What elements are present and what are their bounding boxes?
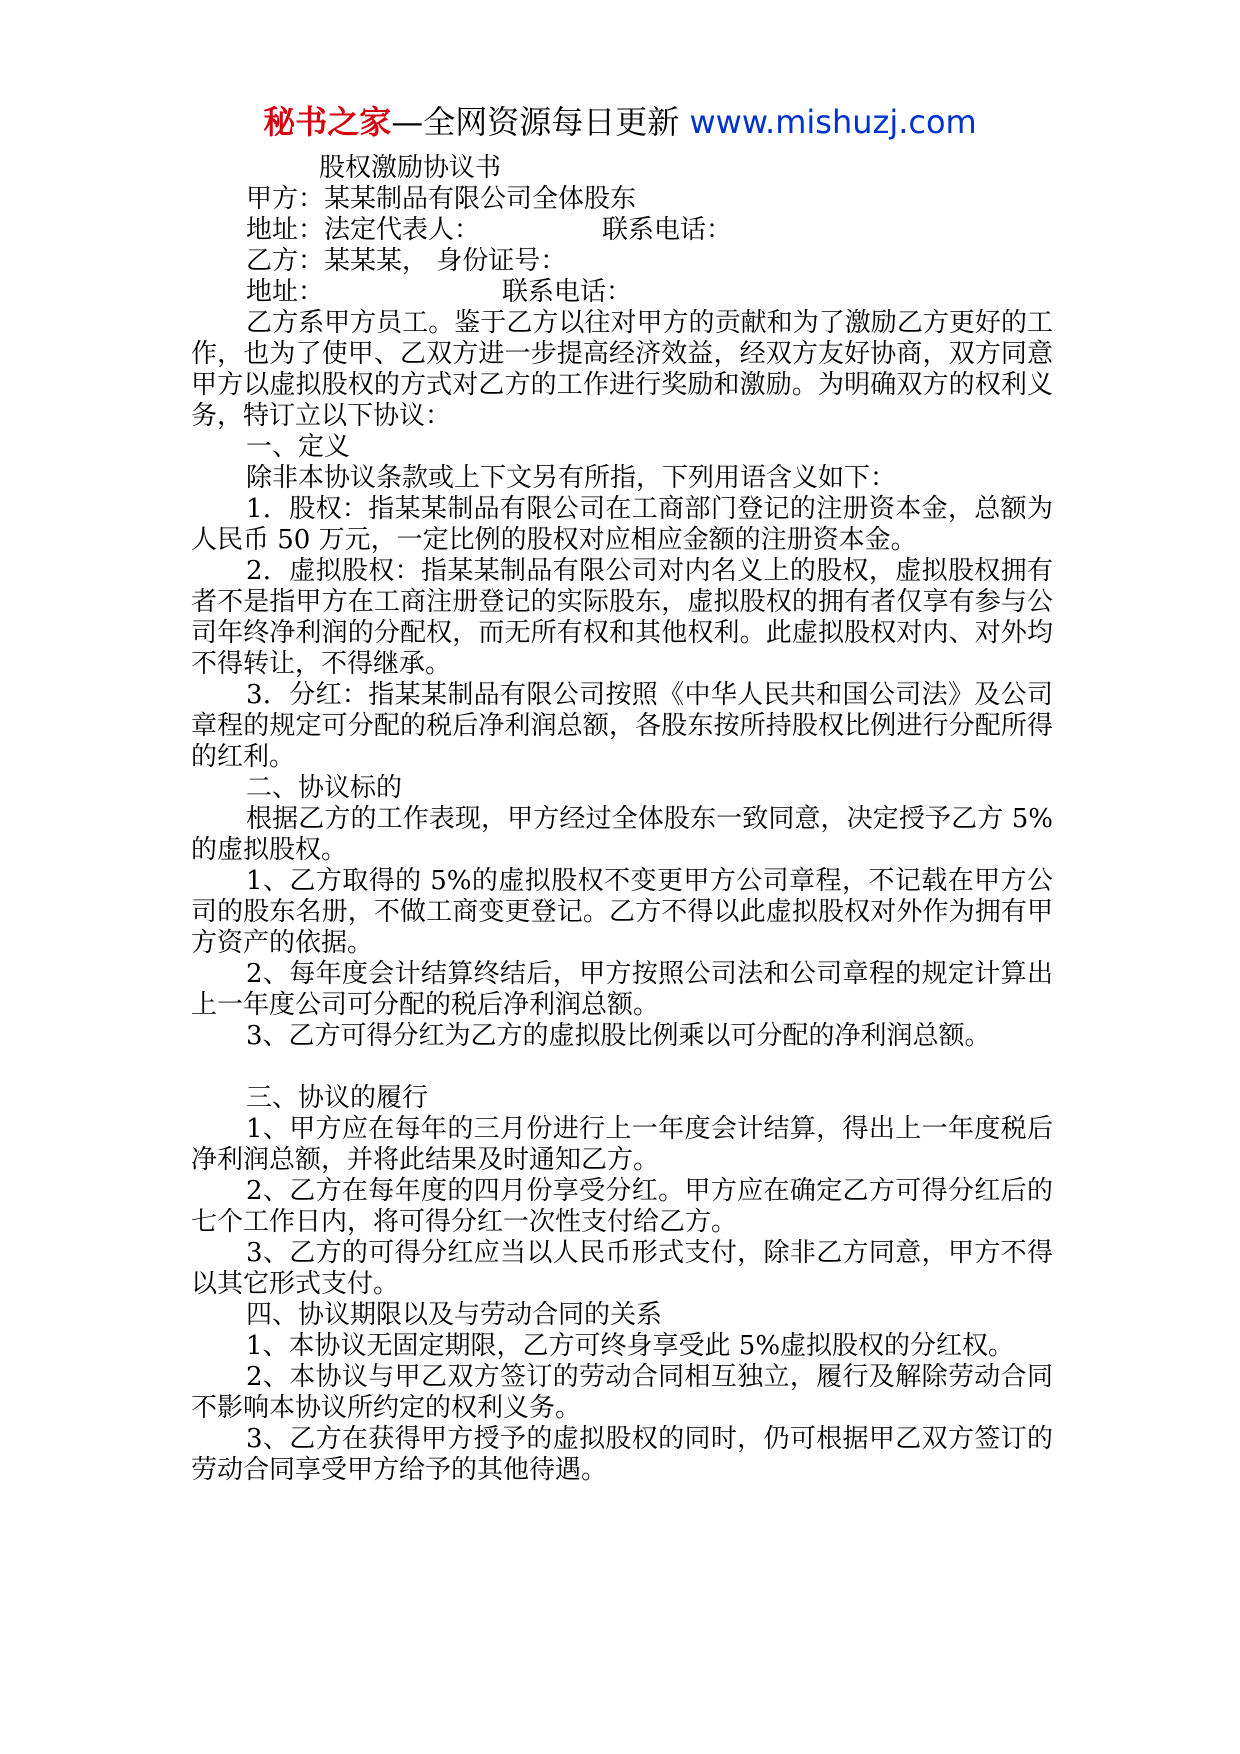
party-b-phone: 联系电话： xyxy=(502,277,633,307)
party-b-contact-line xyxy=(191,277,1053,308)
document-body xyxy=(191,153,1053,1486)
brand-name: 秘书之家 xyxy=(263,103,392,141)
preamble-paragraph: 乙方系甲方员工。鉴于乙方以往对甲方的贡献和为了激励乙方更好的工作，也为了使甲、乙双方进一步提高经济效益，经双方友好协商，双方同意甲方以虚拟股权的方式对乙方的工作进行奖励和激励。为明确双方的权利义务，特订立以下协议： xyxy=(191,308,1053,431)
performance-clause-2: 2、乙方在每年度的四月份享受分红。甲方应在确定乙方可得分红后的七个工作日内，将可得分红一次性支付给乙方。 xyxy=(191,1176,1053,1237)
site-banner xyxy=(0,100,1240,144)
performance-clause-3: 3、乙方的可得分红应当以人民币形式支付，除非乙方同意，甲方不得以其它形式支付。 xyxy=(191,1238,1053,1299)
term-clause-2: 2、本协议与甲乙双方签订的劳动合同相互独立，履行及解除劳动合同不影响本协议所约定的权利义务。 xyxy=(191,1362,1053,1423)
party-b-address: 地址： xyxy=(246,277,325,307)
definition-equity: 1．股权：指某某制品有限公司在工商部门登记的注册资本金，总额为人民币 50 万元，一定比例的股权对应相应金额的注册资本金。 xyxy=(191,494,1053,555)
subject-clause-1: 1、乙方取得的 5%的虚拟股权不变更甲方公司章程，不记载在甲方公司的股东名册，不做工商变更登记。乙方不得以此虚拟股权对外作为拥有甲方资产的依据。 xyxy=(191,866,1053,958)
party-b-line: 乙方：某某某， 身份证号： xyxy=(246,246,567,276)
term-clause-3: 3、乙方在获得甲方授予的虚拟股权的同时，仍可根据甲乙双方签订的劳动合同享受甲方给予的其他待遇。 xyxy=(191,1424,1053,1485)
party-a-line: 甲方：某某制品有限公司全体股东 xyxy=(246,184,637,214)
party-a-phone: 联系电话： xyxy=(602,215,733,245)
term-clause-1: 1、本协议无固定期限，乙方可终身享受此 5%虚拟股权的分红权。 xyxy=(246,1331,1015,1361)
subject-intro: 根据乙方的工作表现，甲方经过全体股东一致同意，决定授予乙方 5%的虚拟股权。 xyxy=(191,804,1053,865)
blank-line xyxy=(191,1052,1053,1083)
definition-virtual-equity: 2．虚拟股权：指某某制品有限公司对内名义上的股权，虚拟股权拥有者不是指甲方在工商注册登记的实际股东，虚拟股权的拥有者仅享有参与公司年终净利润的分配权，而无所有权和其他权利。此虚拟股权对内、对外均不得转让，不得继承。 xyxy=(191,556,1053,679)
definitions-intro: 除非本协议条款或上下文另有所指，下列用语含义如下： xyxy=(246,463,897,493)
party-a-address: 地址：法定代表人： xyxy=(246,215,481,245)
section-heading-performance: 三、协议的履行 xyxy=(246,1083,429,1113)
subject-clause-2: 2、每年度会计结算终结后，甲方按照公司法和公司章程的规定计算出上一年度公司可分配的税后净利润总额。 xyxy=(191,959,1053,1020)
banner-slogan: —全网资源每日更新 xyxy=(391,103,680,141)
section-heading-subject: 二、协议标的 xyxy=(246,773,403,803)
performance-clause-1: 1、甲方应在每年的三月份进行上一年度会计结算，得出上一年度税后净利润总额，并将此结果及时通知乙方。 xyxy=(191,1114,1053,1175)
section-heading-definitions: 一、定义 xyxy=(246,432,351,462)
document-title: 股权激励协议书 xyxy=(319,153,502,183)
subject-clause-3: 3、乙方可得分红为乙方的虚拟股比例乘以可分配的净利润总额。 xyxy=(246,1021,991,1051)
section-heading-term: 四、协议期限以及与劳动合同的关系 xyxy=(246,1300,663,1330)
definition-dividend: 3．分红：指某某制品有限公司按照《中华人民共和国公司法》及公司章程的规定可分配的税后净利润总额，各股东按所持股权比例进行分配所得的红利。 xyxy=(191,680,1053,772)
party-a-contact-line xyxy=(191,215,1053,246)
site-url-link[interactable]: www.mishuzj.com xyxy=(689,103,977,141)
